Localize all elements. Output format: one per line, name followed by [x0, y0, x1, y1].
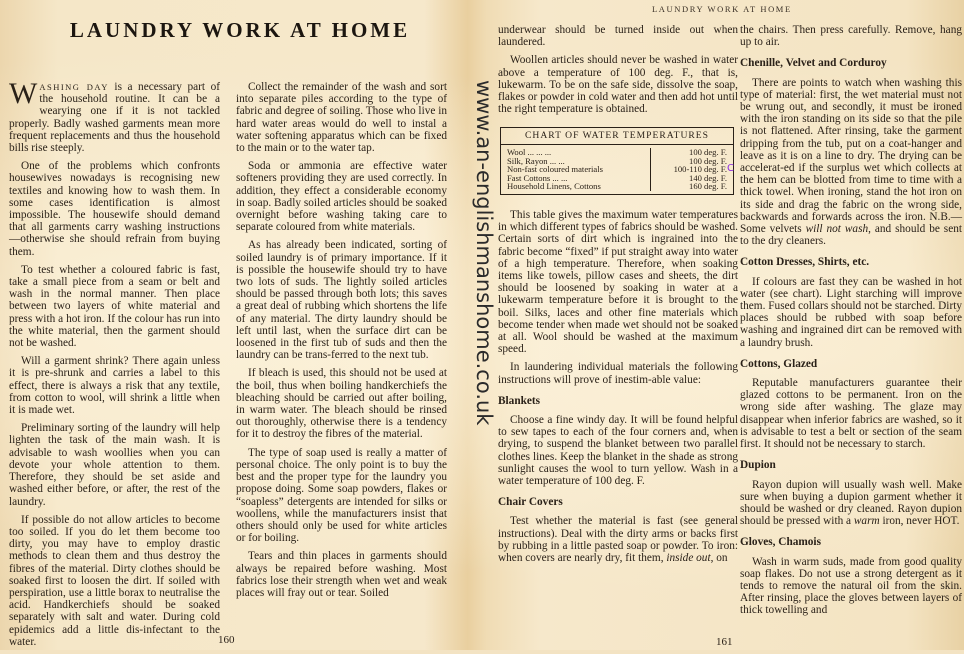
- paragraph: Woollen articles should never be washed in water above a temperature of 100 deg. F., that is, lukewarm. To be on the safe side, dissolve the soap, flakes or powder in cold water and then add hot until the right temperature is obtained.: [498, 54, 738, 116]
- paragraph: Test whether the material is fast (see general instructions). Deal with the dirty arms or backs first by rubbing in a little pasted soap or powder. To iron: when covers are nearly dry, fit them, inside out, on: [498, 515, 738, 565]
- paragraph: The type of soap used is really a matter of personal choice. The only point is to buy the best and the proper type for the laundry you propose doing. Some soap powders, flakes or “soapless” detergents are intended for silks or woollens, while the manufacturers insist that others should only be used for white articles or for boiling.: [236, 446, 447, 545]
- paragraph: the chairs. Then press carefully. Remove, hang up to air.: [740, 24, 962, 49]
- paragraph: If colours are fast they can be washed in hot water (see chart). Light starching will improve them. Fused collars should not be starched. Dirty places should be rubbed with soap before washing and ingrained dirt can be removed with a laundry brush.: [740, 275, 962, 349]
- water-temperature-chart: [500, 127, 734, 195]
- paragraph: To test whether a coloured fabric is fast, take a small piece from a seam or belt and wash in the normal manner. Then place between two layers of white material and press with a hot iron. If the colour has run into the white material, then the garment should not be washed.: [9, 263, 220, 350]
- paragraph: This table gives the maximum water temperatures in which different types of fabrics should be washed. Certain sorts of dirt which is ingrained into the fabric become “fixed” if put straight away into water of a high temperature. Therefore, when soaking items like towels, pillow cases and sheets, the dirt should be loosened by soaking in water at a lukewarm temperature before it is brought to the boil. Silks, laces and other fine materials which become tender when made wet should not be soaked at all. Wool should be washed at the maximum speed.: [498, 208, 738, 356]
- right-column-1: [498, 24, 738, 570]
- right-column-2: [740, 24, 962, 623]
- section-heading-chenille: Chenille, Velvet and Corduroy: [740, 57, 887, 70]
- table-row: Silk, Rayon ... ... 100 deg. F.: [507, 155, 727, 166]
- left-page: [0, 0, 482, 650]
- running-head: LAUNDRY WORK AT HOME: [652, 4, 792, 14]
- section-heading-chair-covers: Chair Covers: [498, 496, 563, 509]
- paragraph: Tears and thin places in garments should always be repaired before washing. Most fabrics lose their strength when wet and weak places will fray out or tear. Soiled: [236, 550, 447, 599]
- right-page: [482, 0, 964, 650]
- section-heading-gloves: Gloves, Chamois: [740, 536, 821, 549]
- page-number-right: 161: [716, 636, 733, 648]
- paragraph: Will a garment shrink? There again unless it is pre-shrunk and carries a label to this effect, there is always a risk that any textile, from cotton to wool, will shrink a little when it is made wet.: [9, 355, 220, 417]
- chart-title: CHART OF WATER TEMPERATURES: [501, 128, 733, 145]
- paragraph: If possible do not allow articles to become too soiled. If you do let them become too dirty, you may have to employ drastic methods to clean them and thus destroy the fibres of the material. Dirty clothes should be soaked first to loosen the dirt. If soiled with perspiration, use a little borax to neutralise the acid. Handkerchiefs should be soaked separately with salt and water. During cold epidemics add a little dis-infectant to the water.: [9, 513, 220, 648]
- paragraph: There are points to watch when washing this type of material: first, the wet material must not be wrung out, and secondly, it must be ironed with the iron standing on its side so that the pile is not flattened. After rinsing, take the garment dripping from the tub, put on a coat-hanger and leave as it is on a line to dry. The drying can be accelerat-ed if the surplus wet which collects at the hem can be blotted from time to time with a thick towel. When ironing, stand the hot iron on its side and drag the fabric on the wrong side, backwards and forwards across the iron. N.B.—Some velvets will not wash, and should be sent to the dry cleaners.: [740, 76, 963, 248]
- drop-cap: W: [9, 77, 38, 110]
- paragraph: Collect the remainder of the wash and sort into separate piles according to the type of fabric and degree of soiling. Those who live in hard water areas would do well to instal a water softening apparatus which can be fixed to the main or to the water tap.: [236, 81, 447, 155]
- paragraph: Rayon dupion will usually wash well. Make sure when buying a dupion garment whether it should be washed or dry cleaned. Rayon dupion should be pressed with a warm iron, never HOT.: [740, 478, 962, 528]
- table-row: Non-fast coloured materials 100-110 deg. F. C: [507, 163, 734, 175]
- paragraph: WASHING DAY is a necessary part of the household routine. It can be a wearying one if it is not tackled properly. Badly washed garments mean more frequent replacements and thus the household bills rise steeply.: [9, 77, 220, 155]
- left-column-2: [236, 81, 447, 605]
- paragraph: Reputable manufacturers guarantee their glazed cottons to be permanent. Iron on the wrong side after washing. The glaze may disappear when inferior fabrics are washed, so it is advisable to test a belt or section of the seam first. It should not be necessary to starch.: [740, 377, 962, 451]
- paragraph: Wash in warm suds, made from good quality soap flakes. Do not use a strong detergent as it tends to remove the natural oil from the skin. After rinsing, place the gloves between layers of thick towelling and: [740, 555, 962, 617]
- paragraph: If bleach is used, this should not be used at the boil, thus when boiling handkerchiefs the bleaching should be carried out after boiling, in warm water. The bleach should be rinsed out thoroughly, otherwise there is a tendency for it to destroy the fibres of the material.: [236, 367, 447, 441]
- table-row: Wool ... ... ... 100 deg. F.: [507, 147, 727, 158]
- paragraph: One of the problems which confronts housewives nowadays is recognising new textiles and knowing how to wash them. In some cases identification is almost impossible. The housewife should demand that all garments carry washing instructions —otherwise she should refrain from buying them.: [9, 160, 220, 258]
- paragraph: Soda or ammonia are effective water softeners providing they are used correctly. In addition, they effect a considerable economy in soap. Badly soiled articles should be soaked overnight before washing taking care to separate coloured from white materials.: [236, 160, 447, 234]
- section-heading-cottons-glazed: Cottons, Glazed: [740, 357, 818, 370]
- annotation-marker: C: [727, 163, 734, 175]
- section-heading-cotton-dresses: Cotton Dresses, Shirts, etc.: [740, 256, 870, 269]
- paragraph: In laundering individual materials the following instructions will prove of inestim-able value:: [498, 361, 738, 386]
- section-heading-blankets: Blankets: [498, 394, 541, 407]
- watermark: www.an-englishmanshome.co.uk: [472, 80, 496, 426]
- paragraph: As has already been indicated, sorting of soiled laundry is of primary importance. If it is possible the housewife should try to have two lots of suds. The lightly soiled articles should be passed through both lots; this saves a great deal of rubbing which shortens the life of any material. The dirty laundry should be left until last, when the surface dirt can be loosened in the first tub of suds and then the laundry can be trans-ferred to the next tub.: [236, 239, 447, 362]
- section-heading-dupion: Dupion: [740, 459, 776, 472]
- chart-table: [507, 147, 734, 192]
- paragraph: Preliminary sorting of the laundry will help lighten the task of the main wash. It is advisable to wash woollies when you can devote your whole attention to them. Therefore, they should be set aside and washed either before, or after, the rest of the laundry.: [9, 422, 220, 508]
- paragraph: underwear should be turned inside out when laundered.: [498, 24, 738, 49]
- paragraph: Choose a fine windy day. It will be found helpful to sew tapes to each of the four corners and, when drying, to suspend the blanket between two parallel clothes lines. Keep the blanket in the shade as strong sunlight causes the wool to turn yellow. Wash in a water temperature of 100 deg. F.: [498, 414, 738, 488]
- page-number-left: 160: [218, 634, 235, 646]
- table-row: Fast Cottons ... ... 140 deg. F.: [507, 172, 727, 183]
- page-title: LAUNDRY WORK AT HOME: [69, 18, 411, 42]
- left-column-1: [9, 77, 220, 654]
- table-row: Household Linens, Cottons 160 deg. F.: [507, 181, 727, 192]
